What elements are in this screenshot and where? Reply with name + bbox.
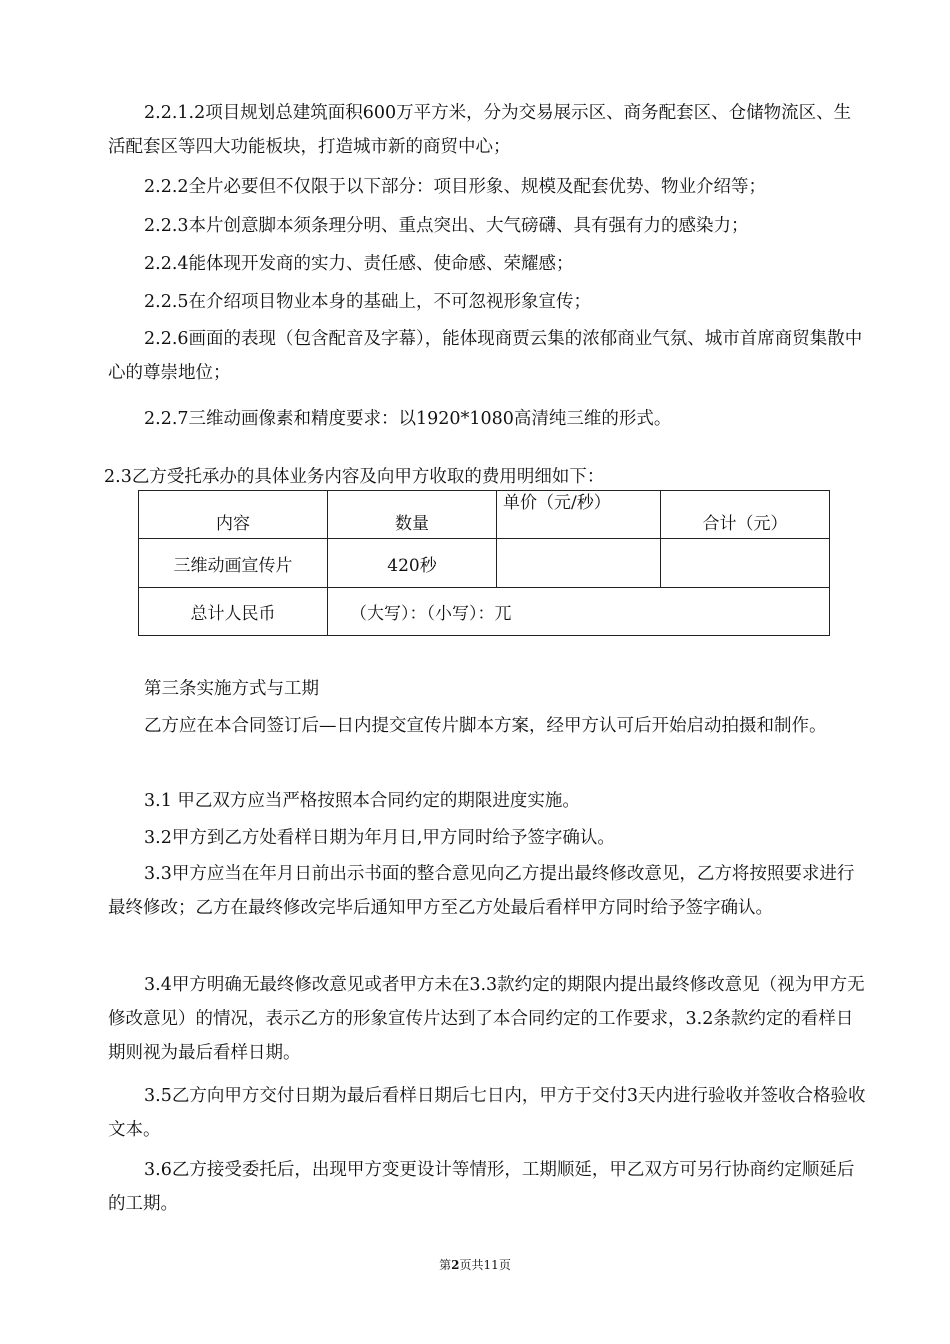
clause-2-2-4: 2.2.4能体现开发商的实力、责任感、使命感、荣耀感； [144, 254, 574, 274]
total-label: 总计人民币 [139, 588, 328, 636]
clause-2-2-5: 2.2.5在介绍项目物业本身的基础上，不可忽视形象宣传； [144, 292, 592, 312]
clause-2-2-1-2: 2.2.1.2项目规划总建筑面积600万平方米，分为交易展示区、商务配套区、仓储物流区、生活配套区等四大功能板块，打造城市新的商贸中心； [108, 103, 852, 157]
cell-content: 三维动画宣传片 [139, 539, 328, 588]
clause-2-2-7: 2.2.7三维动画像素和精度要求：以1920*1080高清纯三维的形式。 [144, 409, 672, 429]
footer-prefix: 第 [439, 1258, 452, 1272]
clause-2-2-6: 2.2.6画面的表现（包含配音及字幕），能体现商贾云集的浓郁商业气氛、城市首席商贸集散中心的尊崇地位； [108, 329, 863, 383]
cell-quantity: 420秒 [328, 539, 497, 588]
header-total: 合计（元） [661, 491, 830, 539]
clause-2-3: 2.3乙方受托承办的具体业务内容及向甲方收取的费用明细如下： [104, 467, 605, 487]
page-footer [0, 1256, 950, 1273]
header-quantity: 数量 [328, 491, 497, 539]
footer-page-number: 2 [451, 1258, 460, 1272]
cell-total [661, 539, 830, 588]
table-total-row [139, 588, 830, 636]
section-3-intro: 乙方应在本合同签订后—日内提交宣传片脚本方案，经甲方认可后开始启动拍摄和制作。 [144, 716, 827, 736]
clause-3-5: 3.5乙方向甲方交付日期为最后看样日期后七日内，甲方于交付3天内进行验收并签收合格验收文本。 [108, 1086, 866, 1140]
clause-3-6: 3.6乙方接受委托后，出现甲方变更设计等情形，工期顺延，甲乙双方可另行协商约定顺延后的工期。 [108, 1160, 855, 1214]
footer-total-pages: 11 [483, 1258, 499, 1272]
clause-3-3: 3.3甲方应当在年月日前出示书面的整合意见向乙方提出最终修改意见，乙方将按照要求进行最终修改；乙方在最终修改完毕后通知甲方至乙方处最后看样甲方同时给予签字确认。 [108, 864, 855, 918]
clause-3-4: 3.4甲方明确无最终修改意见或者甲方未在3.3款约定的期限内提出最终修改意见（视为甲方无修改意见）的情况，表示乙方的形象宣传片达到了本合同约定的工作要求，3.2条款约定的看样日期则视为最后看样日期。 [108, 975, 865, 1063]
header-unit-price: 单价（元/秒） [497, 491, 661, 539]
cell-unit-price [497, 539, 661, 588]
clause-3-1: 3.1 甲乙双方应当严格按照本合同约定的期限进度实施。 [144, 791, 580, 811]
clause-3-2: 3.2甲方到乙方处看样日期为年月日,甲方同时给予签字确认。 [144, 828, 615, 848]
fee-table [138, 490, 830, 636]
section-3-heading: 第三条实施方式与工期 [144, 679, 319, 699]
footer-suffix: 页 [498, 1258, 511, 1272]
table-row [139, 539, 830, 588]
table-header-row [139, 491, 830, 539]
footer-middle: 页共 [459, 1258, 484, 1272]
header-content: 内容 [139, 491, 328, 539]
total-value: （大写）：（小写）：兀 [328, 588, 830, 636]
clause-2-2-3: 2.2.3本片创意脚本须条理分明、重点突出、大气磅礴、具有强有力的感染力； [144, 216, 749, 236]
clause-2-2-2: 2.2.2全片必要但不仅限于以下部分：项目形象、规模及配套优势、物业介绍等； [144, 177, 767, 197]
